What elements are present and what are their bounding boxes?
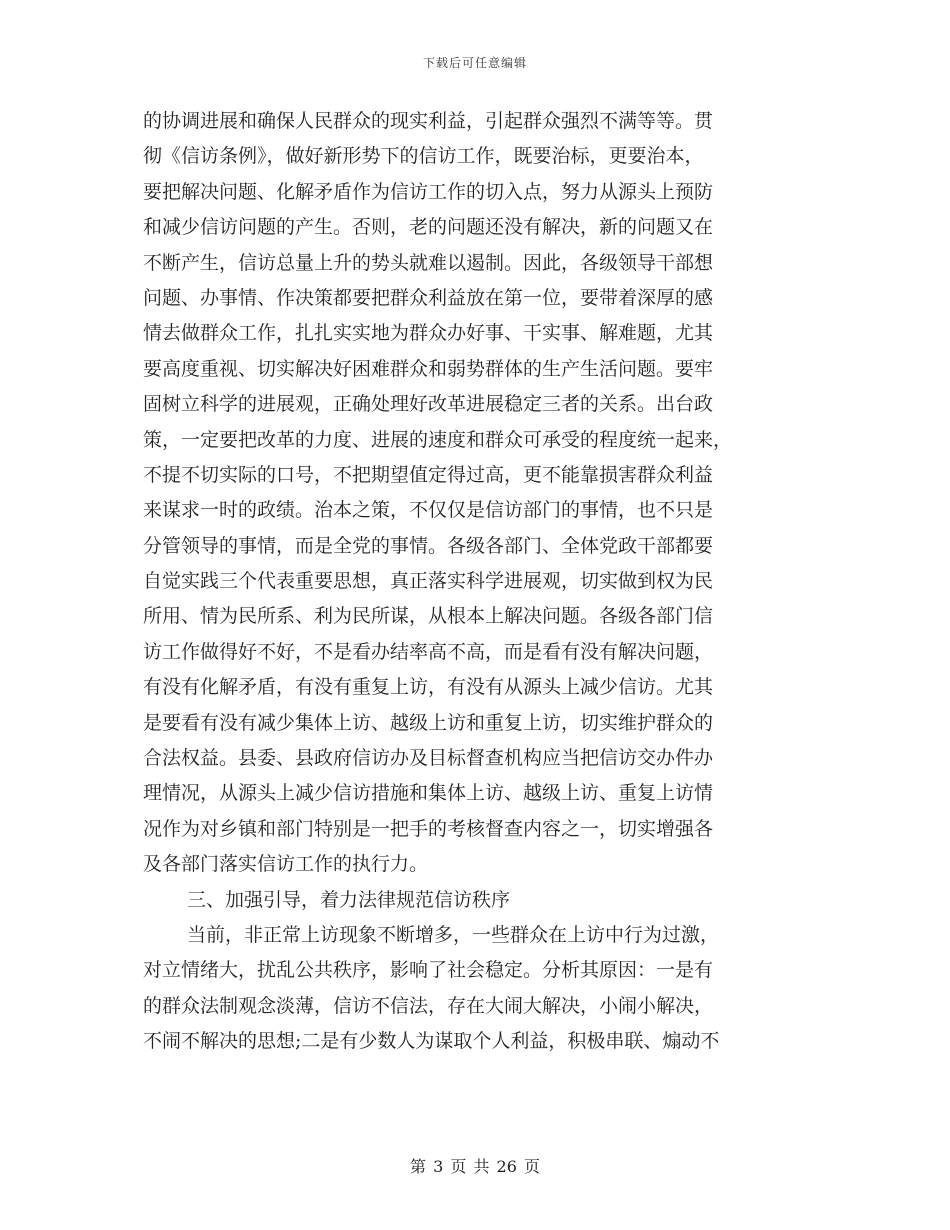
body-line: 是要看有没有减少集体上访、越级上访和重复上访，切实维护群众的 [143,711,714,734]
body-line: 合法权益。县委、县政府信访办及目标督查机构应当把信访交办件办 [143,747,714,770]
section-line: 不闹不解决的思想;二是有少数人为谋取个人利益，积极串联、煽动不 [143,1030,720,1053]
body-line: 理情况，从源头上减少信访措施和集体上访、越级上访、重复上访情 [143,782,714,805]
body-line: 情去做群众工作，扎扎实实地为群众办好事、干实事、解难题，尤其 [143,322,714,345]
header-note: 下载后可任意编辑 [422,56,527,70]
body-line: 所用、情为民所系、利为民所谋，从根本上解决问题。各级各部门信 [143,605,714,628]
body-line: 不断产生，信访总量上升的势头就难以遏制。因此，各级领导干部想 [143,251,714,274]
body-line: 问题、办事情、作决策都要把群众利益放在第一位，要带着深厚的感 [143,286,714,309]
body-line: 的协调进展和确保人民群众的现实利益，引起群众强烈不满等等。贯 [143,110,714,132]
body-line: 彻《信访条例》，做好新形势下的信访工作，既要治标，更要治本， [143,145,704,168]
body-line: 自觉实践三个代表重要思想，真正落实科学进展观，切实做到权为民 [143,570,714,593]
body-line: 和减少信访问题的产生。否则，老的问题还没有解决，新的问题又在 [143,216,714,239]
body-line: 不提不切实际的口号，不把期望值定得过高，更不能靠损害群众利益 [143,463,714,486]
body-line: 况作为对乡镇和部门特别是一把手的考核督查内容之一，切实增强各 [143,817,714,840]
body-line: 策，一定要把改革的力度、进展的速度和群众可承受的程度统一起来， [143,428,733,451]
body-line: 及各部门落实信访工作的执行力。 [143,853,429,876]
body-line: 固树立科学的进展观，正确处理好改革进展稳定三者的关系。出台政 [143,393,714,416]
body-line: 访工作做得好不好，不是看办结率高不高，而是看有没有解决问题， [143,640,714,663]
section-line: 的群众法制观念淡薄，信访不信法，存在大闹大解决，小闹小解决， [143,994,714,1017]
section-heading: 三、加强引导，着力法律规范信访秩序 [187,888,511,911]
body-line: 来谋求一时的政绩。治本之策，不仅仅是信访部门的事情，也不只是 [143,499,714,522]
body-line: 要把解决问题、化解矛盾作为信访工作的切入点，努力从源头上预防 [143,180,714,203]
page-number: 第 3 页 共 26 页 [410,1157,540,1176]
body-line: 有没有化解矛盾，有没有重复上访，有没有从源头上减少信访。尤其 [143,676,714,699]
document-body [143,104,807,1060]
section-line: 当前，非正常上访现象不断增多，一些群众在上访中行为过激， [187,923,720,946]
section-line: 对立情绪大，扰乱公共秩序，影响了社会稳定。分析其原因：一是有 [143,959,714,982]
body-line: 要高度重视、切实解决好困难群众和弱势群体的生产生活问题。要牢 [143,357,714,380]
body-line: 分管领导的事情，而是全党的事情。各级各部门、全体党政干部都要 [143,534,714,557]
